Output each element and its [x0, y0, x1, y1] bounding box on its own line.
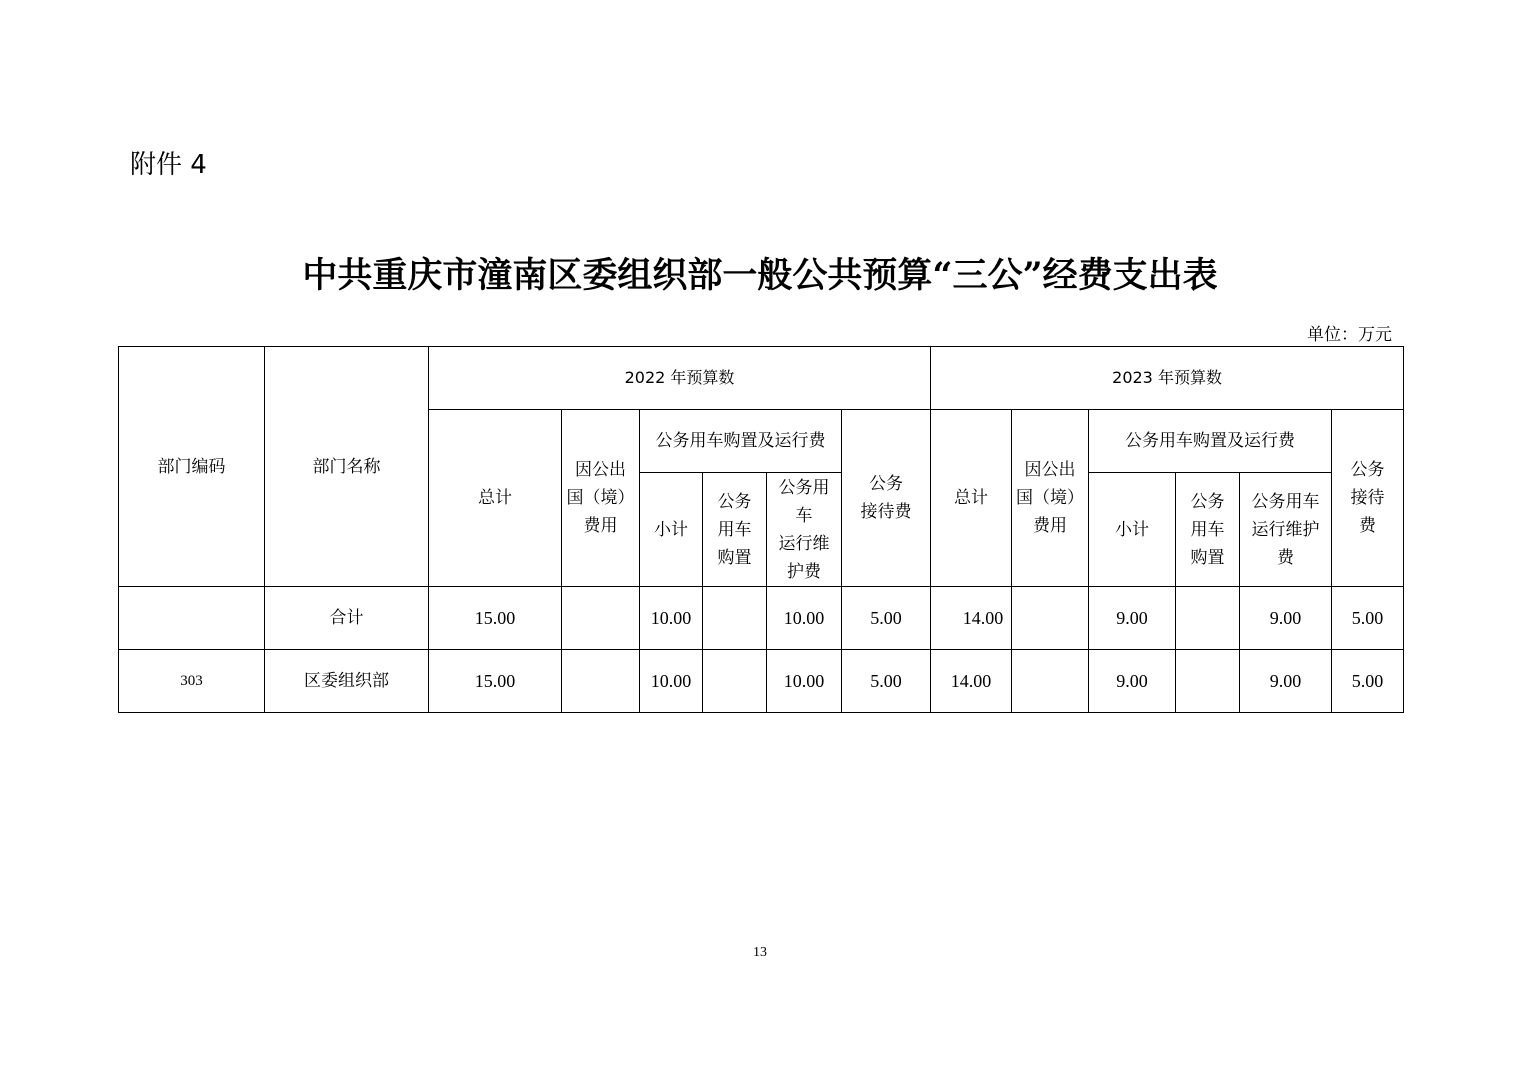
cell-dept-name: 区委组织部	[265, 650, 429, 713]
unit-label: 单位：万元	[1307, 325, 1392, 345]
cell-maintenance-2022: 10.00	[767, 587, 842, 650]
header-abroad-2022: 因公出 国（境） 费用	[562, 410, 640, 587]
header-maintenance-2022: 公务用 车 运行维 护费	[767, 473, 842, 587]
cell-reception-2022: 5.00	[842, 650, 931, 713]
cell-maintenance-2022: 10.00	[767, 650, 842, 713]
cell-total-2022: 15.00	[429, 650, 562, 713]
page-title: 中共重庆市潼南区委组织部一般公共预算“三公”经费支出表	[302, 255, 1218, 296]
cell-dept-code: 303	[119, 650, 265, 713]
header-purchase-2022: 公务 用车 购置	[703, 473, 767, 587]
header-vehicle-group-2023: 公务用车购置及运行费	[1089, 410, 1332, 473]
cell-purchase-2023	[1176, 587, 1240, 650]
cell-purchase-2023	[1176, 650, 1240, 713]
cell-purchase-2022	[703, 587, 767, 650]
header-reception-2023: 公务 接待 费	[1332, 410, 1404, 587]
header-year-2023: 2023 年预算数	[931, 347, 1404, 410]
header-abroad-2023: 因公出 国（境） 费用	[1012, 410, 1089, 587]
cell-subtotal-2023: 9.00	[1089, 650, 1176, 713]
header-total-2023: 总计	[931, 410, 1012, 587]
header-subtotal-2022: 小计	[640, 473, 703, 587]
table-row	[119, 587, 1404, 650]
cell-subtotal-2023: 9.00	[1089, 587, 1176, 650]
cell-abroad-2023	[1012, 587, 1089, 650]
cell-total-2023: 14.00	[931, 587, 1012, 650]
cell-subtotal-2022: 10.00	[640, 650, 703, 713]
header-purchase-2023: 公务 用车 购置	[1176, 473, 1240, 587]
cell-abroad-2022	[562, 650, 640, 713]
header-vehicle-group-2022: 公务用车购置及运行费	[640, 410, 842, 473]
cell-abroad-2022	[562, 587, 640, 650]
header-year-2022: 2022 年预算数	[429, 347, 931, 410]
header-dept-code: 部门编码	[119, 347, 265, 587]
cell-abroad-2023	[1012, 650, 1089, 713]
cell-reception-2023: 5.00	[1332, 650, 1404, 713]
header-row-years	[119, 347, 1404, 410]
header-maintenance-2023: 公务用车 运行维护 费	[1240, 473, 1332, 587]
header-subtotal-2023: 小计	[1089, 473, 1176, 587]
cell-total-2022: 15.00	[429, 587, 562, 650]
table-row	[119, 650, 1404, 713]
cell-reception-2022: 5.00	[842, 587, 931, 650]
header-total-2022: 总计	[429, 410, 562, 587]
cell-dept-code	[119, 587, 265, 650]
page-number: 13	[753, 945, 767, 960]
cell-total-2023: 14.00	[931, 650, 1012, 713]
cell-purchase-2022	[703, 650, 767, 713]
header-dept-name: 部门名称	[265, 347, 429, 587]
cell-subtotal-2022: 10.00	[640, 587, 703, 650]
cell-maintenance-2023: 9.00	[1240, 650, 1332, 713]
budget-table	[118, 346, 1404, 713]
header-reception-2022: 公务 接待费	[842, 410, 931, 587]
attachment-label: 附件 4	[130, 150, 207, 180]
cell-dept-name: 合计	[265, 587, 429, 650]
cell-reception-2023: 5.00	[1332, 587, 1404, 650]
cell-maintenance-2023: 9.00	[1240, 587, 1332, 650]
